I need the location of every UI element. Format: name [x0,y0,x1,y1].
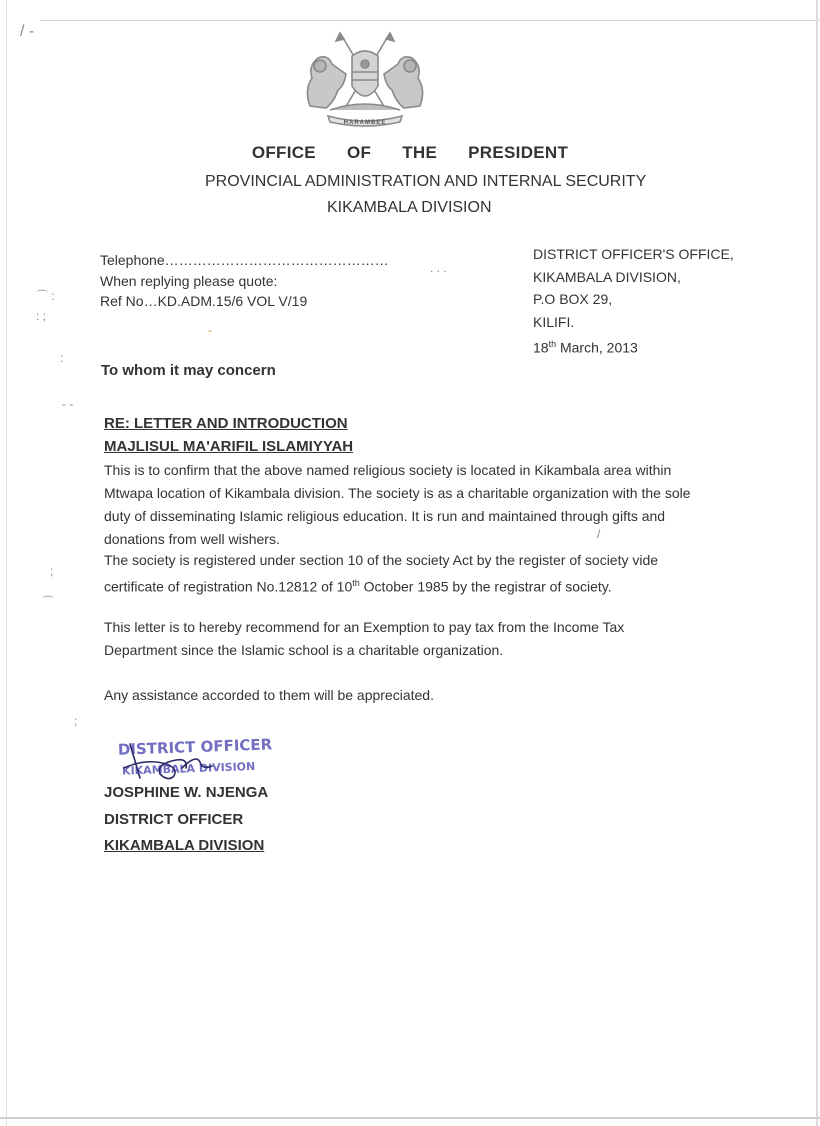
body-line: donations from well wishers. [104,531,280,547]
stamp-text: KIKAMBALA DIVISION [121,759,256,778]
body-paragraph [104,616,744,662]
body-line: duty of disseminating Islamic religious education. It is run and maintained through gifts and [104,508,666,524]
coat-of-arms-icon [290,28,440,128]
crest-motto: HARAMBEE [343,120,387,126]
signatory-name: JOSPHINE W. NJENGA [104,784,269,801]
body-line: Mtwapa location of Kikambala division. The society is as a charitable organization with the sole [104,485,691,501]
letterhead-line3: KIKAMBALA DIVISION [327,199,492,216]
signatory-title: DISTRICT OFFICER [104,810,244,828]
scan-speck: - [208,323,212,337]
letter-date: 18th March, 2013 [533,339,638,356]
body-line: Department since the Islamic school is a charitable organization. [104,642,504,658]
scan-speck: ⌒ [42,595,55,609]
signatory-block [104,780,268,860]
subject-line: MAJLISUL MA'ARIFIL ISLAMIYYAH [104,438,354,455]
body-line: certificate of registration No.12812 of 10th October 1985 by the registrar of society. [104,578,612,595]
subject-heading [104,412,353,458]
scan-edge-left [6,0,7,1126]
body-line: This is to confirm that the above named religious society is located in Kikambala area within [104,462,672,478]
address-line: P.O BOX 29, [533,291,613,307]
scan-speck: : [60,351,64,365]
reply-note: When replying please quote: [100,272,278,289]
scan-speck: ; [74,714,78,728]
subject-line: RE: LETTER AND INTRODUCTION [104,415,348,432]
letterhead-word: OF [346,143,372,162]
scan-edge-top [40,20,820,21]
handwritten-signature [116,738,236,784]
body-line: This letter is to hereby recommend for an Exemption to pay tax from the Income Tax [104,619,625,635]
address-line: KIKAMBALA DIVISION, [533,268,681,285]
reference-number: Ref No…KD.ADM.15/6 VOL V/19 [100,293,308,309]
scan-speck: : ; [36,309,47,323]
body-paragraph [104,549,744,599]
office-address [533,243,734,359]
signatory-division: KIKAMBALA DIVISION [104,837,265,854]
body-paragraph [104,459,744,551]
scan-edge-right [816,0,818,1126]
letterhead-word: OFFICE [251,143,316,162]
letterhead-word: THE [402,143,438,162]
scan-speck: ⌒ : [36,289,55,303]
scan-speck: . . . [430,261,447,275]
telephone-line: Telephone………………………………………… [100,252,389,268]
body-line: The society is registered under section 10 of the society Act by the register of society vide [104,552,659,568]
letterhead-line2: PROVINCIAL ADMINISTRATION AND INTERNAL SECURITY [205,173,647,190]
letterhead-word: PRESIDENT [468,143,569,162]
sender-info [100,250,389,312]
salutation: To whom it may concern [101,362,276,379]
letterhead-line1 [0,143,820,163]
body-paragraph: Any assistance accorded to them will be appreciated. [104,687,434,703]
scan-edge-bottom [0,1117,820,1119]
stamp-text: DISTRICT OFFICER [117,735,273,759]
scan-speck: / - [20,23,35,40]
scan-speck: - - [62,397,74,411]
address-line: KILIFI. [533,313,575,330]
address-line: DISTRICT OFFICER'S OFFICE, [533,246,734,262]
scan-speck: / [597,527,601,541]
scan-speck: ; [50,564,54,578]
